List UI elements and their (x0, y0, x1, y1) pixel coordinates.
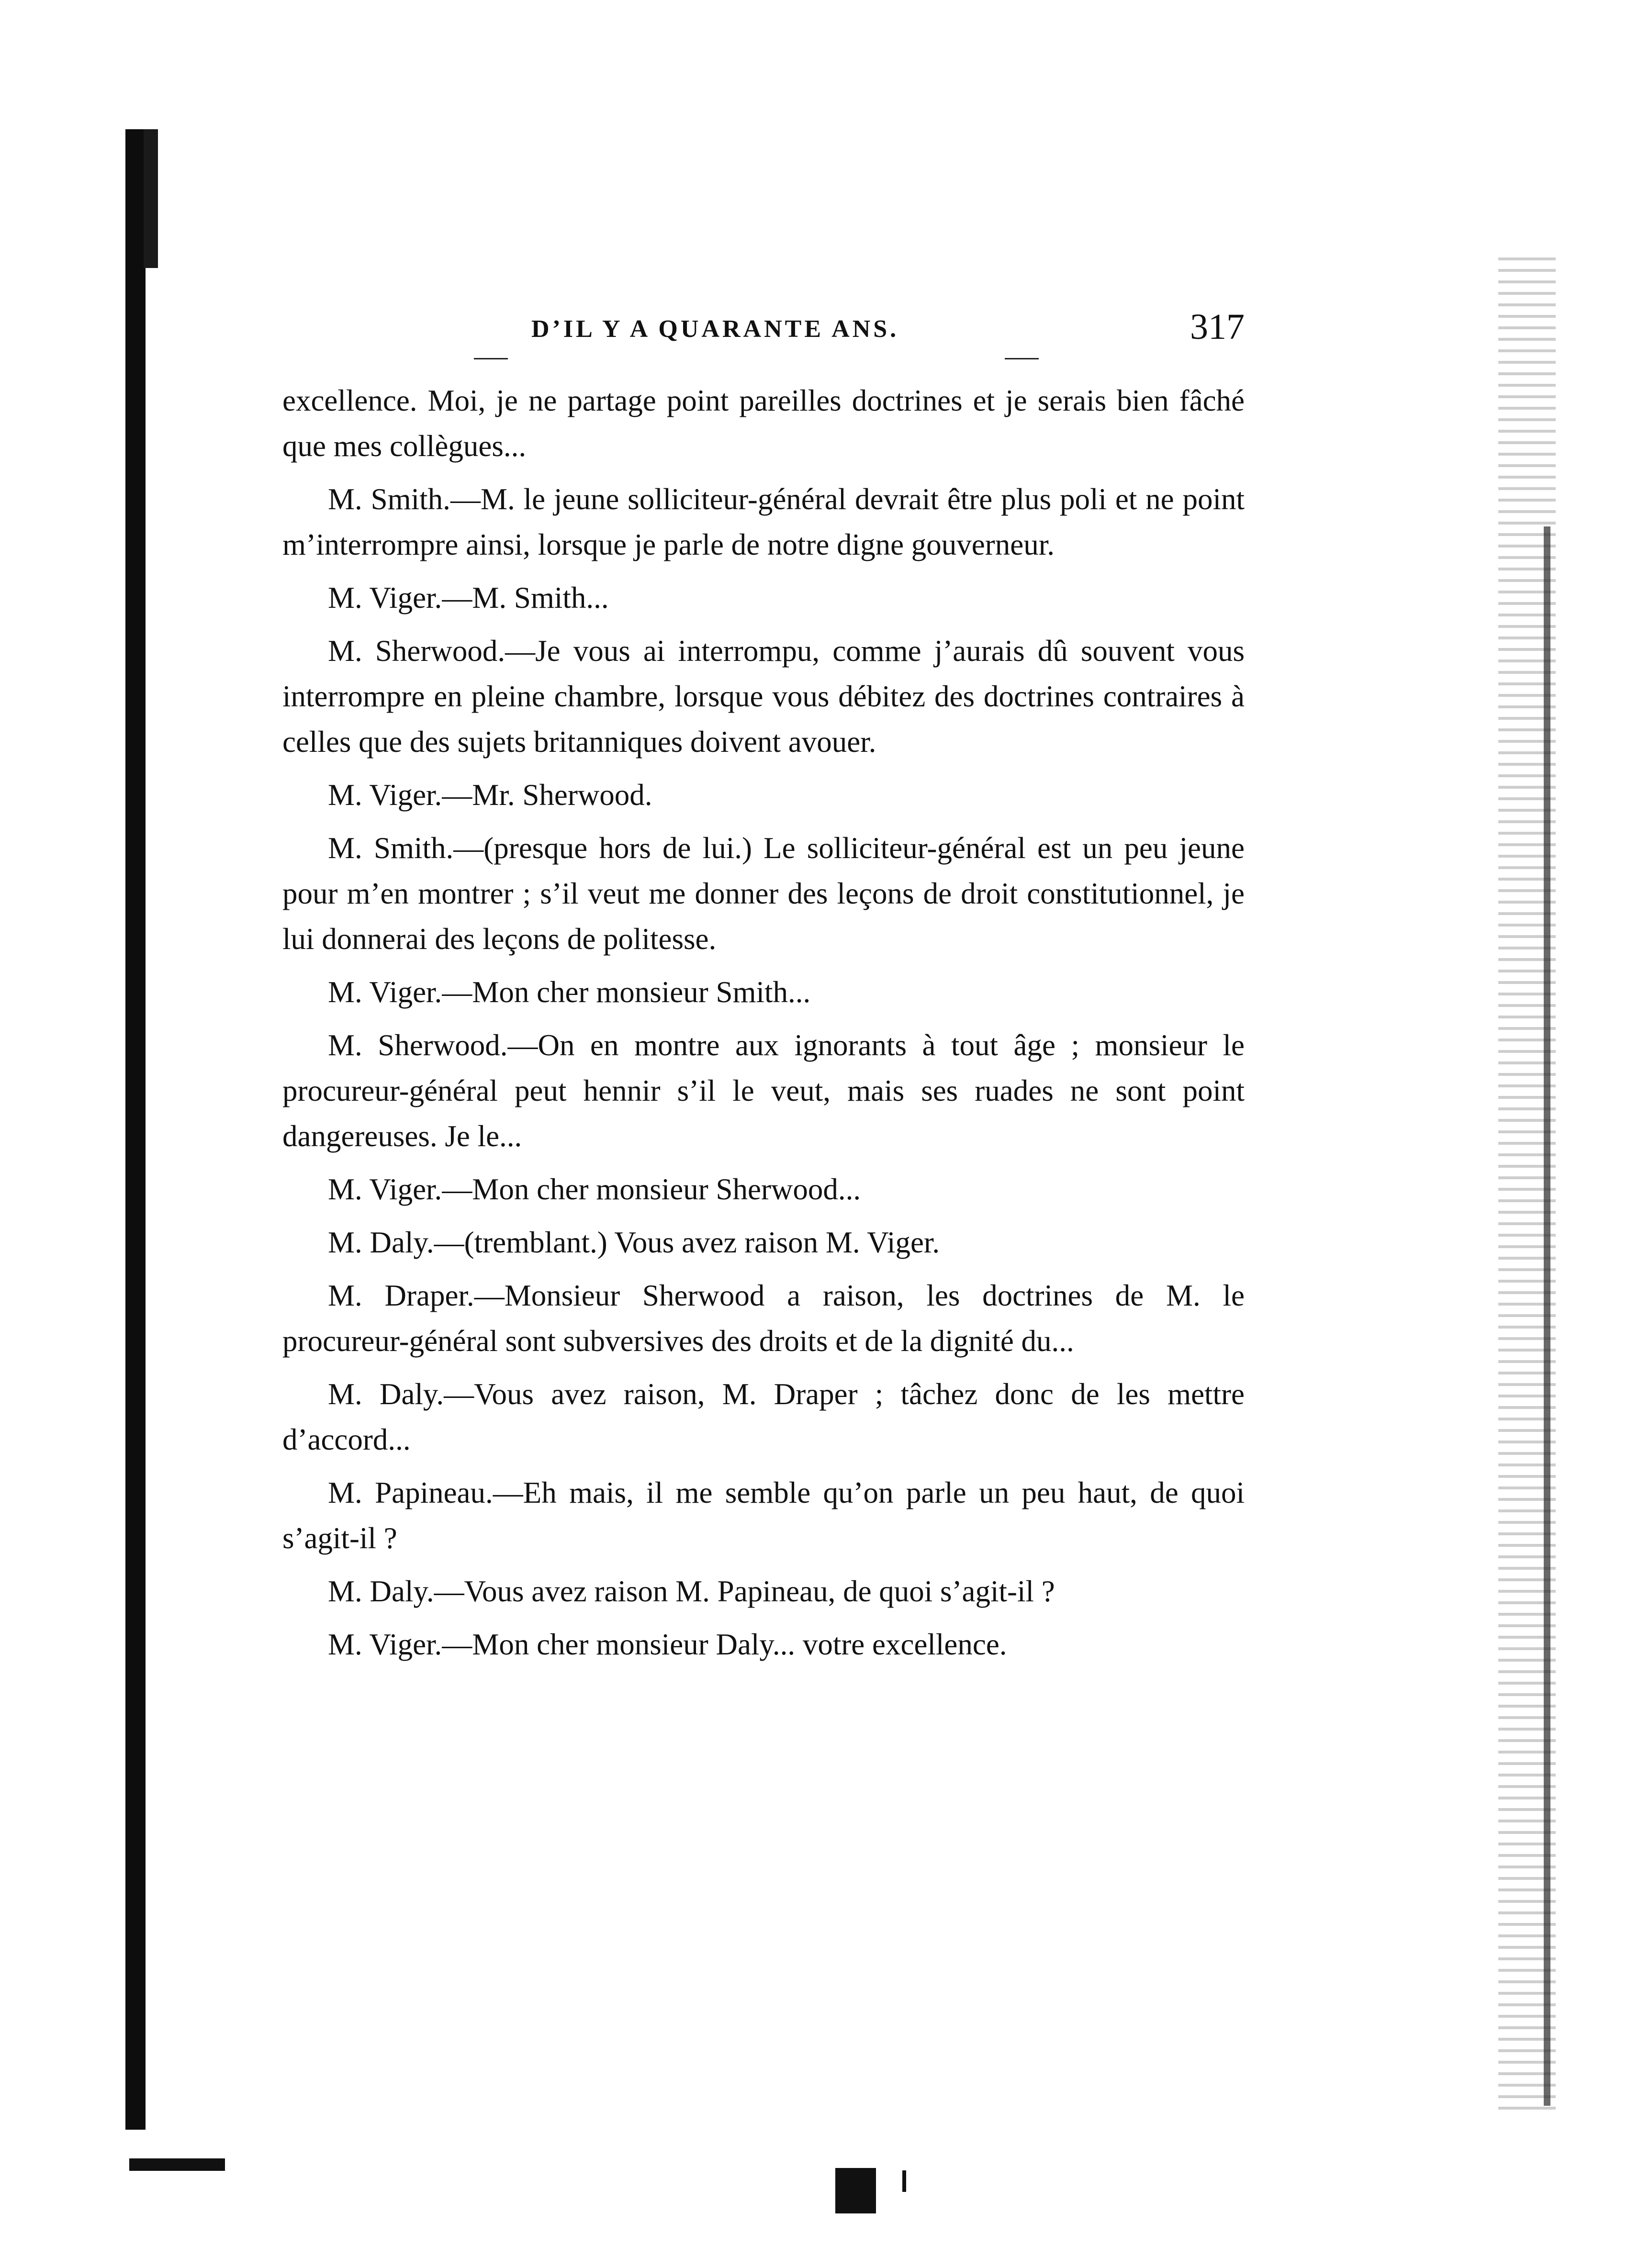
paragraph (282, 772, 1245, 818)
paragraph (282, 1273, 1245, 1364)
speaker: M. Viger. (328, 581, 442, 614)
paragraph (282, 1023, 1245, 1159)
dialogue: —Mon cher monsieur Smith... (442, 975, 811, 1009)
dialogue: —(tremblant.) Vous avez raison M. Viger. (434, 1226, 940, 1259)
paragraph (282, 575, 1245, 621)
dialogue: —Vous avez raison, M. Draper ; tâchez donc de les mettre d’accord... (282, 1377, 1245, 1456)
speaker: M. Sherwood. (328, 1028, 508, 1062)
speaker: M. Daly. (328, 1377, 444, 1411)
scan-bottom-block (835, 2168, 876, 2213)
scan-bottom-tick (902, 2170, 906, 2192)
speaker: M. Viger. (328, 778, 442, 812)
paragraph (282, 1622, 1245, 1667)
scan-binding-shadow-top (144, 129, 158, 268)
speaker: M. Viger. (328, 975, 442, 1009)
dialogue: —Monsieur Sherwood a raison, les doctrines de M. le procureur-général sont subversives des droits et de la dignité du... (282, 1279, 1245, 1358)
speaker: M. Daly. (328, 1226, 434, 1259)
speaker: M. Viger. (328, 1628, 442, 1661)
page-number: 317 (1190, 307, 1245, 347)
dialogue: —Mon cher monsieur Sherwood... (442, 1173, 861, 1206)
paragraph (282, 1470, 1245, 1561)
paragraph (282, 1167, 1245, 1212)
header-rule (474, 358, 1039, 359)
dialogue: —Vous avez raison M. Papineau, de quoi s’agit-il ? (434, 1575, 1055, 1608)
speaker: M. Viger. (328, 1173, 442, 1206)
dialogue: —M. le jeune solliciteur-général devrait être plus poli et ne point m’interrompre ainsi, lorsque je parle de notre digne gouverneur. (282, 482, 1245, 561)
paragraph (282, 1220, 1245, 1265)
page-header (282, 306, 1245, 364)
speaker: M. Smith. (328, 482, 450, 516)
speaker: M. Sherwood. (328, 634, 505, 668)
dialogue: —M. Smith... (442, 581, 609, 614)
dialogue: —Mon cher monsieur Daly... votre excellence. (442, 1628, 1007, 1661)
dialogue: —Eh mais, il me semble qu’on parle un peu haut, de quoi s’agit-il ? (282, 1476, 1245, 1555)
paragraph (282, 826, 1245, 962)
scan-edge-line (1544, 526, 1550, 2106)
paragraph (282, 477, 1245, 568)
paragraph (282, 1372, 1245, 1463)
dialogue: —On en montre aux ignorants à tout âge ; monsieur le procureur-général peut hennir s’il le veut, mais ses ruades ne sont point dangereuses. Je le... (282, 1028, 1245, 1153)
paragraph (282, 970, 1245, 1015)
body-text (282, 378, 1245, 1675)
paragraph (282, 628, 1245, 765)
speaker: M. Draper. (328, 1279, 474, 1312)
dialogue: —(presque hors de lui.) Le solliciteur-général est un peu jeune pour m’en montrer ; s’il veut me donner des leçons de droit constitutionnel, je lui donnerai des leçons de politesse. (282, 831, 1245, 956)
speaker: M. Daly. (328, 1575, 434, 1608)
scan-binding-shadow (125, 129, 146, 2130)
scan-bottom-mark (129, 2158, 225, 2171)
speaker: M. Smith. (328, 831, 454, 865)
dialogue: —Mr. Sherwood. (442, 778, 652, 812)
dialogue: —Je vous ai interrompu, comme j’aurais dû souvent vous interrompre en pleine chambre, lorsque vous débitez des doctrines contraires à celles que des sujets britanniques doivent avouer. (282, 634, 1245, 759)
paragraph (282, 378, 1245, 469)
running-head: D’IL Y A QUARANTE ANS. (531, 315, 899, 343)
speaker: M. Papineau. (328, 1476, 493, 1509)
paragraph (282, 1569, 1245, 1614)
dialogue: excellence. Moi, je ne partage point pareilles doctrines et je serais bien fâché que mes collègues... (282, 384, 1245, 463)
